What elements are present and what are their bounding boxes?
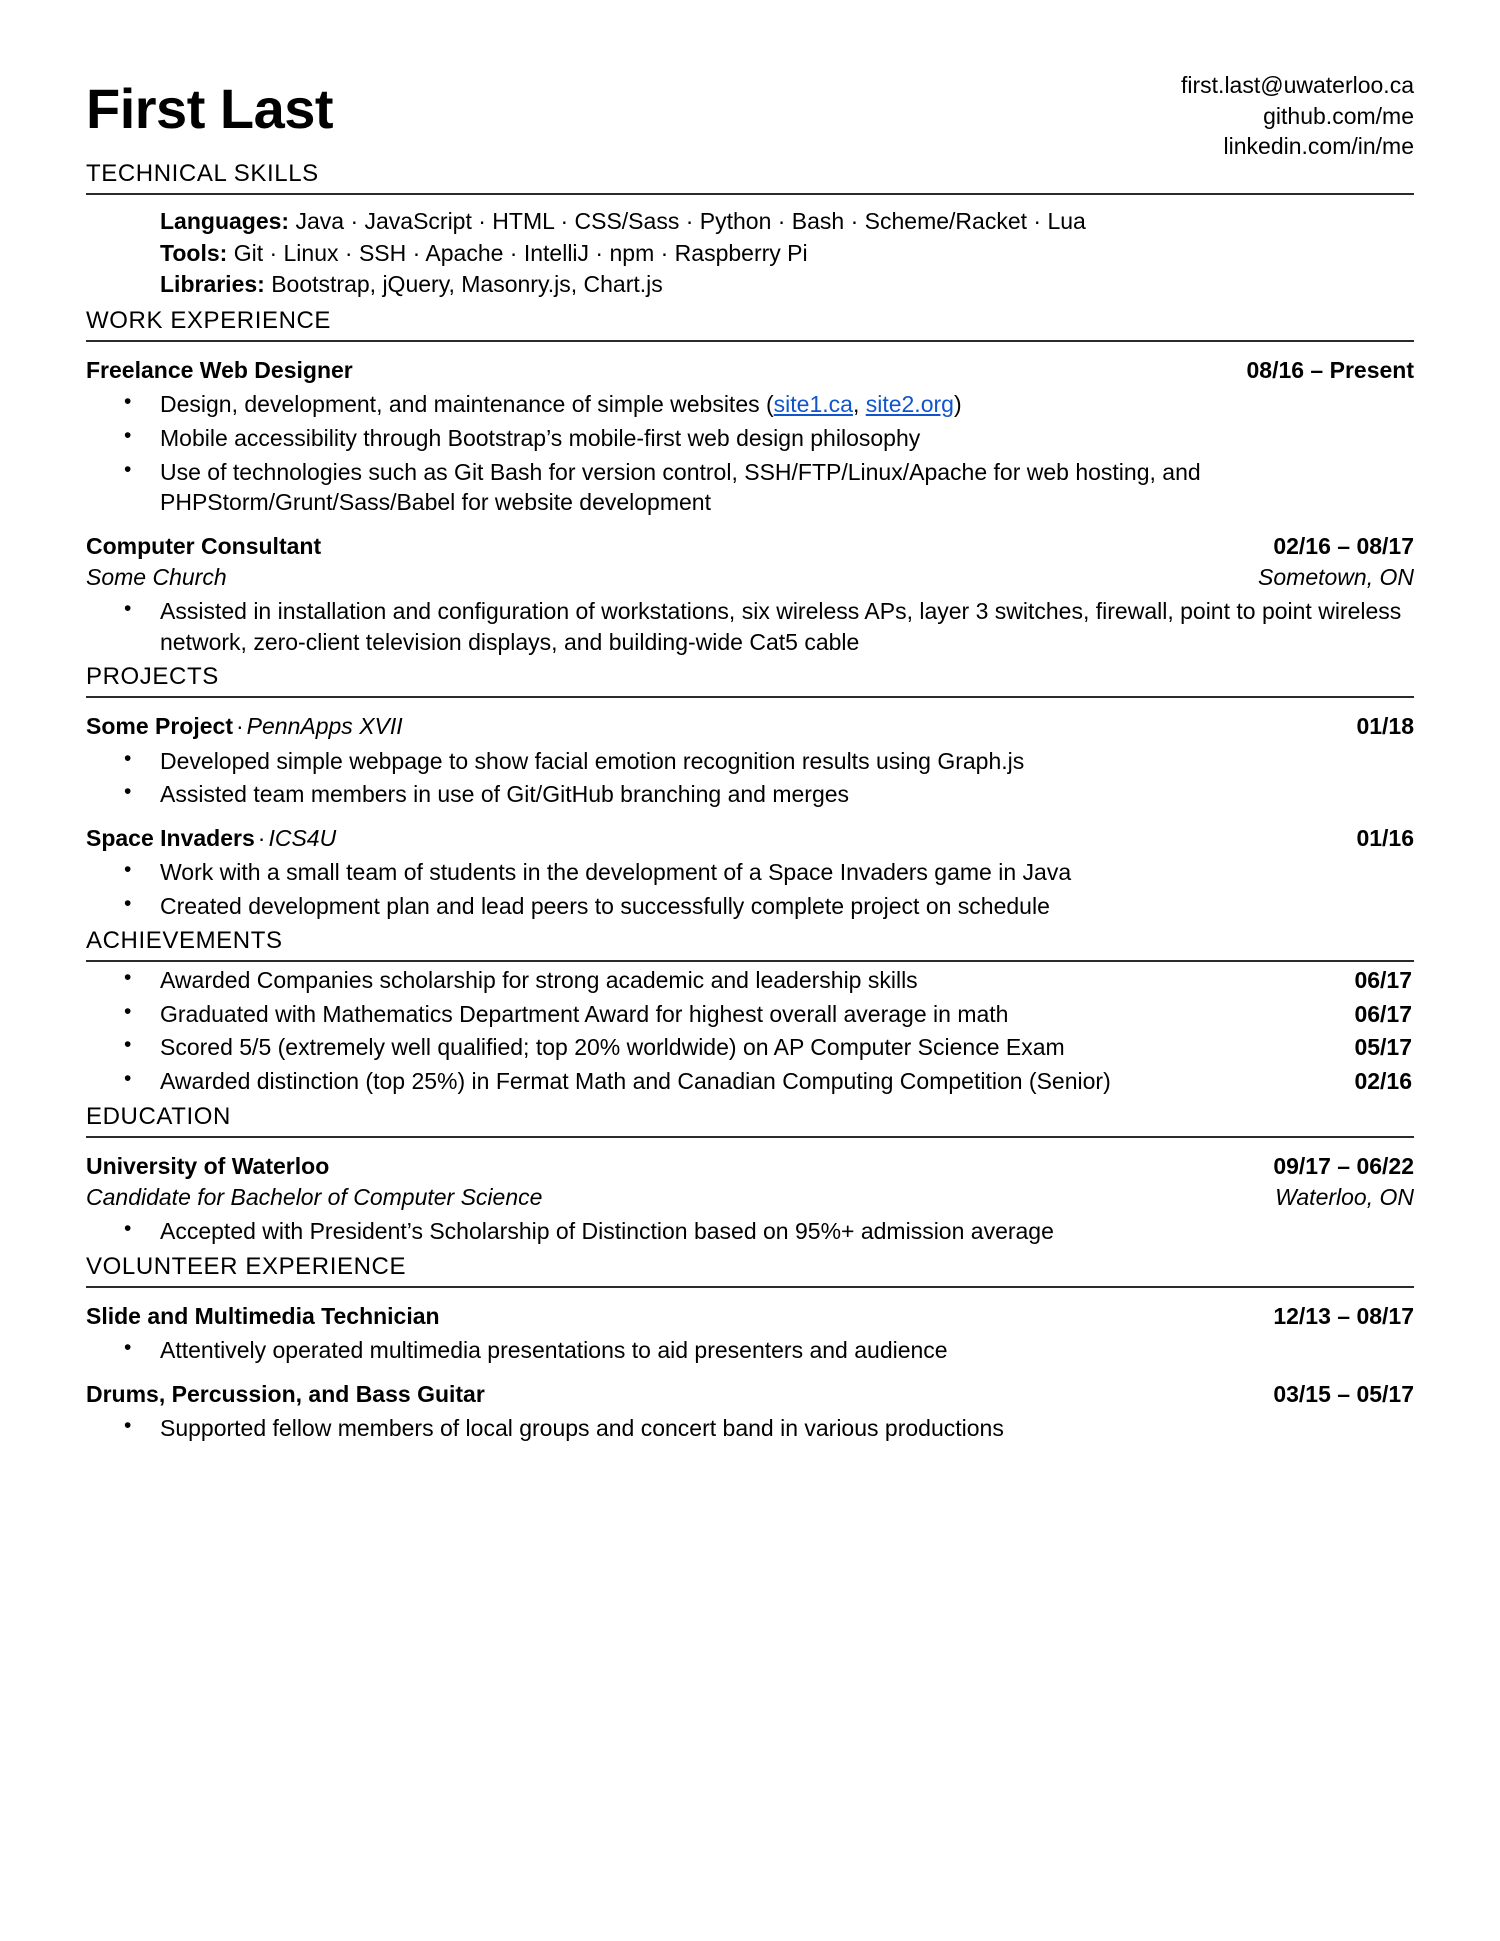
achievement-text: • Scored 5/5 (extremely well qualified; top 20% worldwide) on AP Computer Science Exam (160, 1034, 1065, 1061)
section-divider (86, 193, 1414, 195)
entry-header (86, 355, 1414, 386)
section-achievements (86, 927, 1414, 1096)
section-education (86, 1103, 1414, 1247)
bullet-text-pre: Design, development, and maintenance of simple websites ( (160, 391, 774, 418)
list-item: • Mobile accessibility through Bootstrap’s mobile-first web design philosophy (86, 423, 1414, 454)
list-item (86, 1066, 1414, 1097)
entry-title: Space Invaders (86, 824, 255, 851)
section-title-education: EDUCATION (86, 1102, 231, 1130)
candidate-name: First Last (86, 77, 334, 140)
volunteer-entry (86, 1301, 1414, 1366)
section-divider (86, 340, 1414, 342)
entry-subtitle: ICS4U (268, 824, 337, 851)
entry-title: Slide and Multimedia Technician (86, 1302, 440, 1329)
skill-value-libraries: Bootstrap, jQuery, Masonry.js, Chart.js (271, 271, 663, 298)
list-item: • Assisted in installation and configuration of workstations, six wireless APs, layer 3 switches, firewall, point to point wireless network, zero-client television displays, and building-wide Cat5 cable (86, 596, 1414, 657)
list-item: • Supported fellow members of local groups and concert band in various productions (86, 1413, 1414, 1444)
section-divider (86, 1286, 1414, 1288)
entry-header (86, 1379, 1414, 1410)
achievement-text: • Awarded distinction (top 25%) in Fermat Math and Canadian Computing Competition (Senior) (160, 1068, 1111, 1095)
entry-date: 09/17 – 06/22 (1273, 1152, 1414, 1179)
entry-subheader (86, 562, 1414, 593)
list-item: • Developed simple webpage to show facial emotion recognition results using Graph.js (86, 746, 1414, 777)
section-title-achievements: ACHIEVEMENTS (86, 927, 283, 955)
bullet-text-post: ) (953, 391, 962, 418)
entry-date: 01/16 (1356, 824, 1414, 851)
achievement-date: 06/17 (1354, 1000, 1412, 1027)
section-projects (86, 663, 1414, 921)
skill-row-tools (160, 238, 1414, 270)
section-volunteer-experience (86, 1253, 1414, 1444)
entry-subtitle: PennApps XVII (246, 713, 403, 740)
achievement-text: • Graduated with Mathematics Department Award for highest overall average in math (160, 1000, 1009, 1027)
entry-header (86, 531, 1414, 562)
section-divider (86, 1136, 1414, 1138)
entry-bullets (86, 1335, 1414, 1366)
entry-subheader (86, 1182, 1414, 1213)
achievement-date: 02/16 (1354, 1068, 1412, 1095)
work-entry (86, 355, 1414, 518)
skill-label-libraries: Libraries: (160, 271, 265, 298)
entry-location: Sometown, ON (1258, 564, 1414, 591)
achievement-date: 05/17 (1354, 1034, 1412, 1061)
work-entry (86, 531, 1414, 658)
entry-bullets (86, 746, 1414, 810)
list-item: • Accepted with President’s Scholarship of Distinction based on 95%+ admission average (86, 1216, 1414, 1247)
entry-date: 12/13 – 08/17 (1273, 1302, 1414, 1329)
list-item: • Assisted team members in use of Git/GitHub branching and merges (86, 779, 1414, 810)
section-divider (86, 960, 1414, 962)
list-item (86, 1032, 1414, 1063)
contact-linkedin: linkedin.com/in/me (1223, 133, 1414, 160)
section-divider (86, 696, 1414, 698)
entry-title: Some Project (86, 713, 233, 740)
entry-bullets (86, 1413, 1414, 1444)
title-separator: · (257, 824, 266, 851)
list-item (86, 999, 1414, 1030)
skills-list (86, 206, 1414, 301)
project-entry (86, 711, 1414, 809)
section-title-technical-skills: TECHNICAL SKILLS (86, 160, 319, 187)
achievements-list (86, 965, 1414, 1096)
entry-location: Waterloo, ON (1275, 1183, 1414, 1210)
skill-label-tools: Tools: (160, 239, 228, 266)
project-entry (86, 823, 1414, 921)
skill-label-languages: Languages: (160, 208, 290, 234)
entry-header (86, 711, 1414, 742)
volunteer-entry (86, 1379, 1414, 1444)
entry-date: 01/18 (1356, 713, 1414, 740)
entry-title: Drums, Percussion, and Bass Guitar (86, 1380, 485, 1407)
entry-bullets (86, 857, 1414, 921)
entry-bullets (86, 596, 1414, 657)
resume-header (86, 62, 1414, 160)
link-site2[interactable]: site2.org (865, 391, 954, 418)
section-work-experience (86, 307, 1414, 657)
entry-title-group (86, 711, 403, 742)
contact-email: first.last@uwaterloo.ca (1181, 72, 1414, 98)
skill-value-tools: Git · Linux · SSH · Apache · IntelliJ · npm · Raspberry Pi (233, 239, 808, 266)
entry-header (86, 1301, 1414, 1332)
list-item: • Created development plan and lead peers to successfully complete project on schedule (86, 891, 1414, 922)
entry-title: Freelance Web Designer (86, 357, 353, 384)
list-item: • Work with a small team of students in the development of a Space Invaders game in Java (86, 857, 1414, 888)
skill-value-languages: Java · JavaScript · HTML · CSS/Sass · Python · Bash · Scheme/Racket · Lua (295, 208, 1086, 234)
contact-block (1181, 62, 1414, 162)
achievement-text: • Awarded Companies scholarship for strong academic and leadership skills (160, 967, 918, 994)
entry-title-group (86, 823, 336, 854)
title-separator: · (236, 713, 244, 740)
list-item: • Attentively operated multimedia presentations to aid presenters and audience (86, 1335, 1414, 1366)
section-title-work-experience: WORK EXPERIENCE (86, 307, 332, 335)
section-technical-skills (86, 160, 1414, 301)
list-item (86, 389, 1414, 420)
entry-header (86, 823, 1414, 854)
entry-organization: Some Church (86, 564, 227, 591)
contact-github: github.com/me (1263, 102, 1414, 129)
achievement-date: 06/17 (1354, 967, 1412, 994)
entry-date: 08/16 – Present (1246, 357, 1414, 384)
section-title-volunteer-experience: VOLUNTEER EXPERIENCE (86, 1252, 407, 1280)
skill-row-languages (160, 206, 1414, 238)
entry-title: University of Waterloo (86, 1152, 330, 1179)
entry-title: Computer Consultant (86, 532, 322, 559)
entry-bullets (86, 389, 1414, 517)
entry-header (86, 1151, 1414, 1182)
entry-degree: Candidate for Bachelor of Computer Science (86, 1183, 543, 1210)
entry-bullets (86, 1216, 1414, 1247)
education-entry (86, 1151, 1414, 1247)
list-item: • Use of technologies such as Git Bash for version control, SSH/FTP/Linux/Apache for web hosting, and PHPStorm/Grunt/Sass/Babel for website development (86, 457, 1414, 518)
list-item (86, 965, 1414, 996)
skill-row-libraries (160, 269, 1414, 301)
entry-date: 02/16 – 08/17 (1273, 532, 1414, 559)
section-title-projects: PROJECTS (86, 663, 219, 691)
link-site1[interactable]: site1.ca (773, 391, 853, 418)
bullet-text-mid: , (852, 391, 866, 418)
entry-date: 03/15 – 05/17 (1273, 1380, 1414, 1407)
